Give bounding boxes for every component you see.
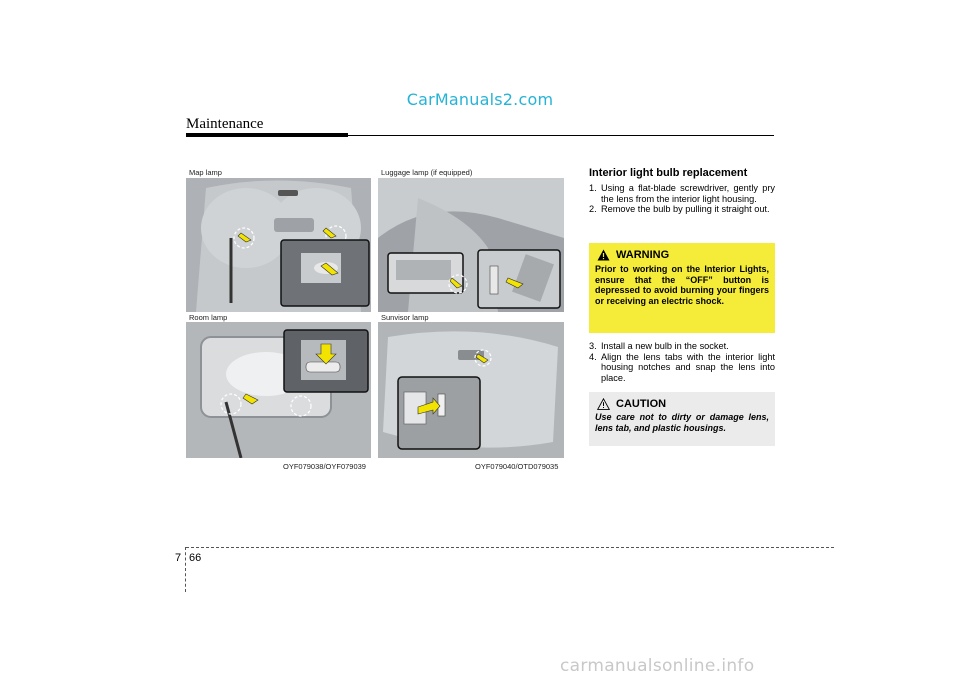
watermark-bottom: carmanualsonline.info — [560, 656, 755, 676]
luggage-lamp-label: Luggage lamp (if equipped) — [381, 168, 473, 177]
steps-list-b — [589, 341, 775, 383]
header-rule-thick — [186, 133, 348, 137]
caution-box — [589, 392, 775, 446]
watermark-top: CarManuals2.com — [406, 90, 554, 109]
step-item: 2. Remove the bulb by pulling it straight out. — [589, 204, 770, 215]
header-rule-thin — [348, 135, 774, 136]
sunvisor-lamp-label: Sunvisor lamp — [381, 313, 429, 322]
instructions-heading: Interior light bulb replacement — [589, 167, 748, 179]
page-number: 66 — [189, 552, 202, 564]
step-item: 4. Align the lens tabs with the interior light housing notches and snap the lens into place. — [589, 351, 775, 383]
caution-body: Use care not to dirty or damage lens, lens tab, and plastic housings. — [595, 412, 769, 433]
warning-body: Prior to working on the Interior Lights, ensure that the “OFF” button is depressed to avoid burning your fingers or receiving an electric shock. — [595, 264, 769, 306]
section-title: Maintenance — [186, 116, 264, 132]
left-figure-code: OYF079038/OYF079039 — [283, 462, 366, 471]
warning-title: WARNING — [597, 249, 769, 261]
map-lamp-label: Map lamp — [189, 168, 222, 177]
room-lamp-figure — [186, 322, 371, 458]
right-figure-code: OYF079040/OTD079035 — [475, 462, 559, 471]
map-lamp-figure — [186, 178, 371, 312]
sunvisor-lamp-figure — [378, 322, 564, 458]
footer-dashed-rule — [186, 547, 834, 548]
step-item: 3. Install a new bulb in the socket. — [589, 341, 729, 351]
luggage-lamp-figure — [378, 178, 564, 312]
warning-icon — [597, 249, 610, 261]
footer-dashed-divider — [185, 547, 186, 592]
warning-box — [589, 243, 775, 333]
steps-list-a — [589, 183, 775, 215]
caution-icon — [597, 398, 610, 410]
room-lamp-label: Room lamp — [189, 313, 228, 322]
page-chapter: 7 — [175, 552, 182, 564]
caution-title: CAUTION — [597, 398, 769, 410]
step-item: 1. Using a flat-blade screwdriver, gently pry the lens from the interior light housing. — [589, 183, 775, 204]
